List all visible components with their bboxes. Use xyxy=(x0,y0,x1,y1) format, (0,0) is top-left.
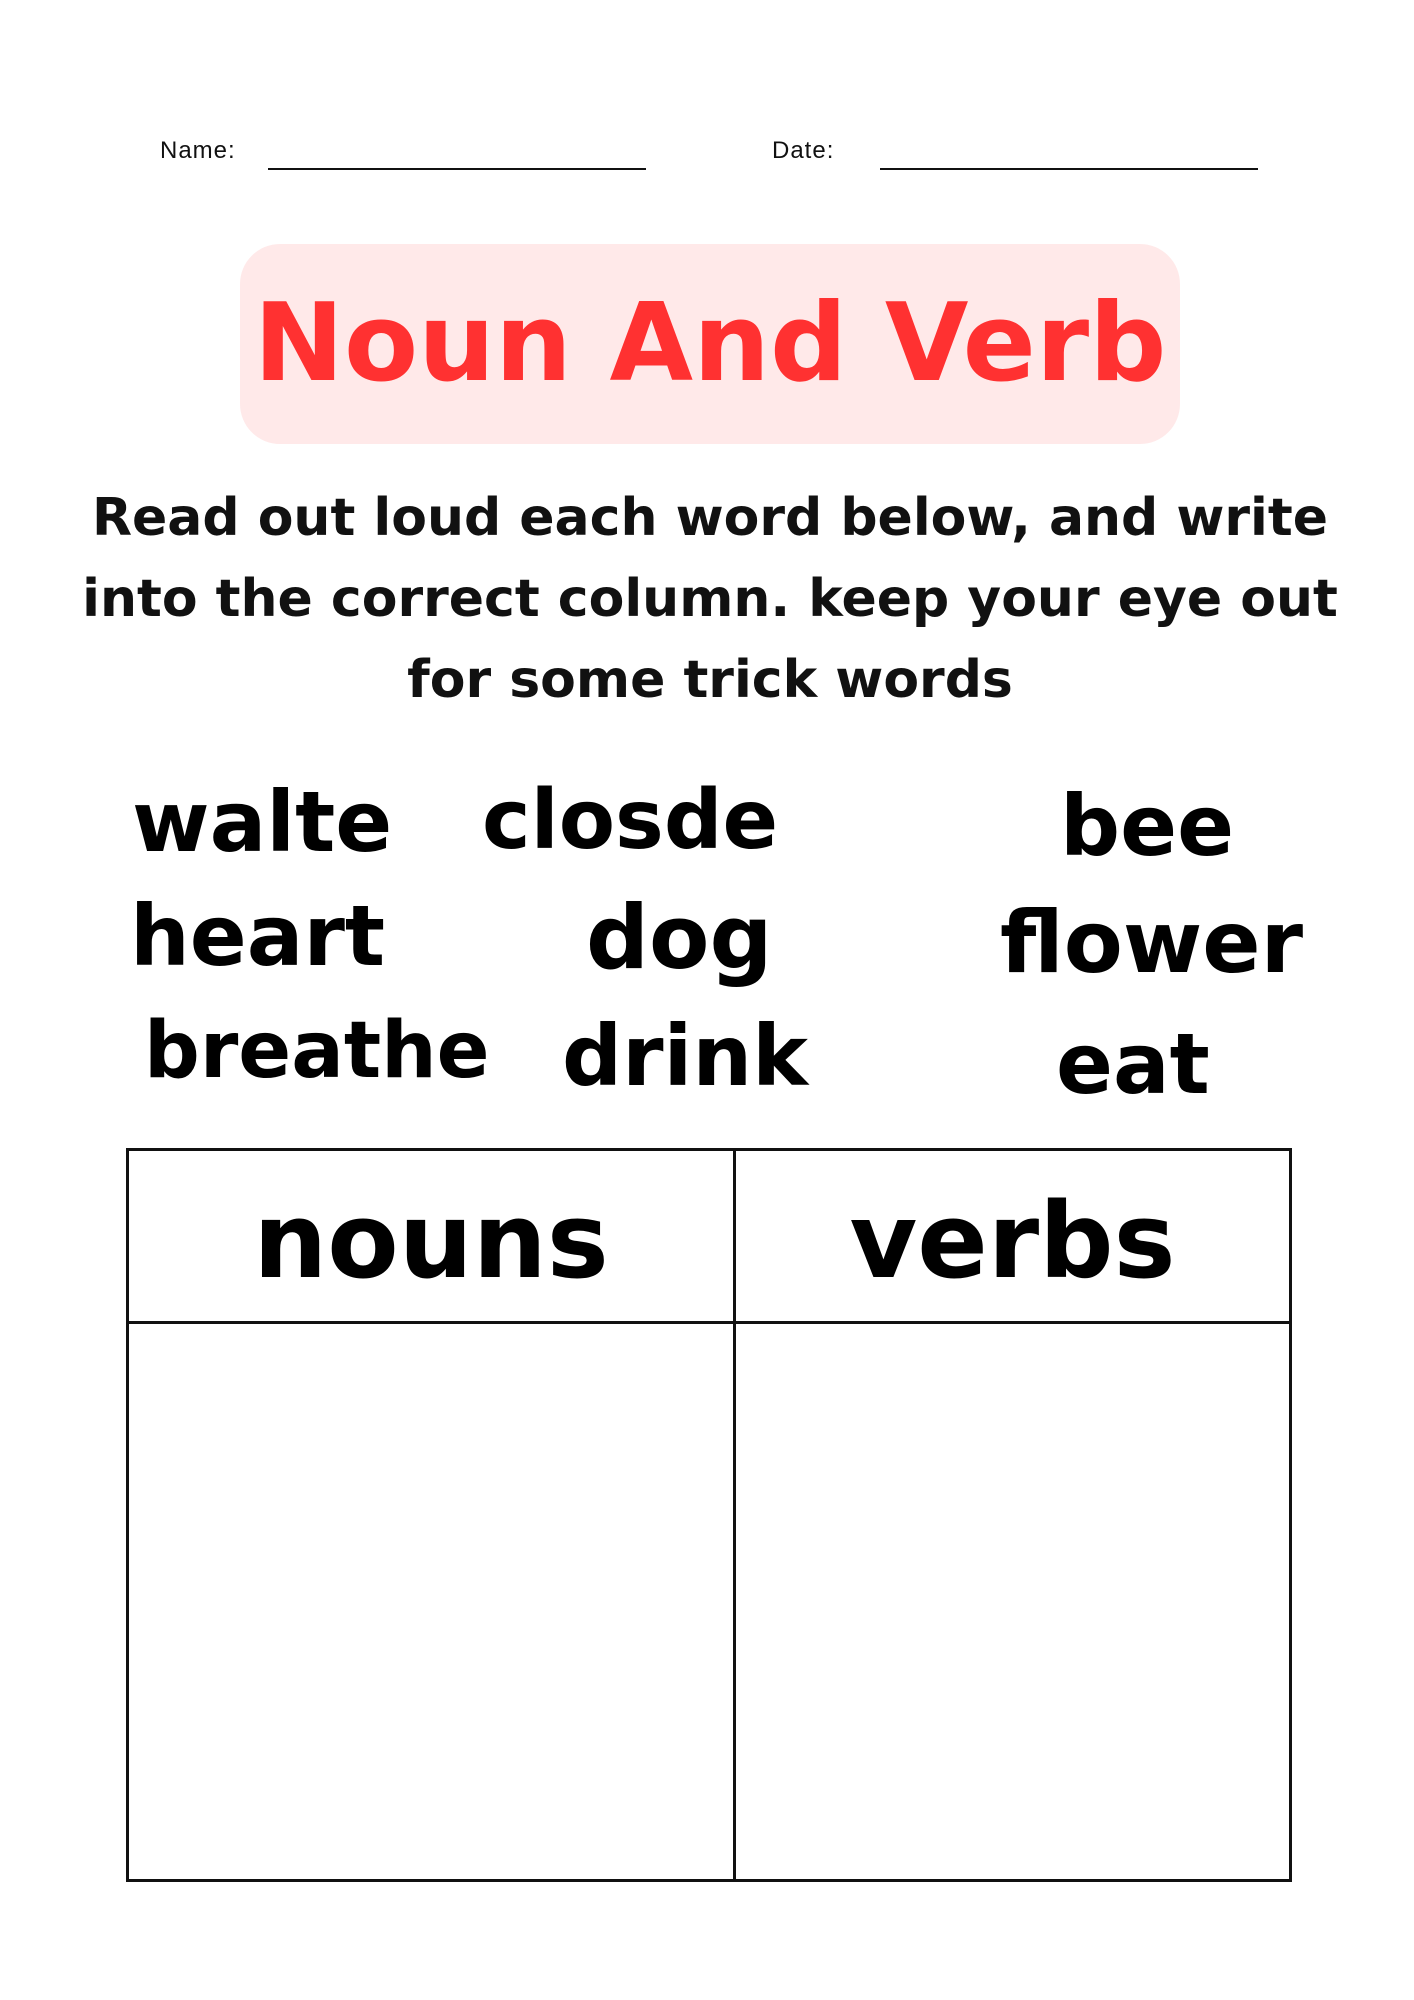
date-label: Date: xyxy=(772,137,835,164)
word-bank-item: breathe xyxy=(144,1006,490,1096)
word-bank-item: walte xyxy=(132,773,393,871)
sorting-table xyxy=(126,1148,1292,1882)
word-bank-item: drink xyxy=(562,1007,809,1105)
word-bank-item: dog xyxy=(586,886,773,989)
header-row-divider xyxy=(129,1321,1289,1324)
title-banner xyxy=(240,244,1180,444)
nouns-answer-area[interactable] xyxy=(129,1325,733,1879)
instructions-text: Read out loud each word below, and write into the correct column. keep your eye out for some trick words xyxy=(82,488,1338,710)
name-field-line[interactable] xyxy=(268,168,646,170)
name-label: Name: xyxy=(160,137,236,164)
word-bank-item: eat xyxy=(1056,1015,1210,1113)
verbs-column-header: verbs xyxy=(849,1180,1176,1302)
word-bank-item: closde xyxy=(482,773,779,868)
date-field-line[interactable] xyxy=(880,168,1258,170)
worksheet-title: Noun And Verb xyxy=(253,281,1167,406)
word-bank-item: flower xyxy=(1000,893,1304,993)
nouns-column-header: nouns xyxy=(253,1180,609,1302)
word-bank-item: bee xyxy=(1060,777,1235,875)
verbs-answer-area[interactable] xyxy=(736,1325,1289,1879)
word-bank-item: heart xyxy=(130,887,386,985)
